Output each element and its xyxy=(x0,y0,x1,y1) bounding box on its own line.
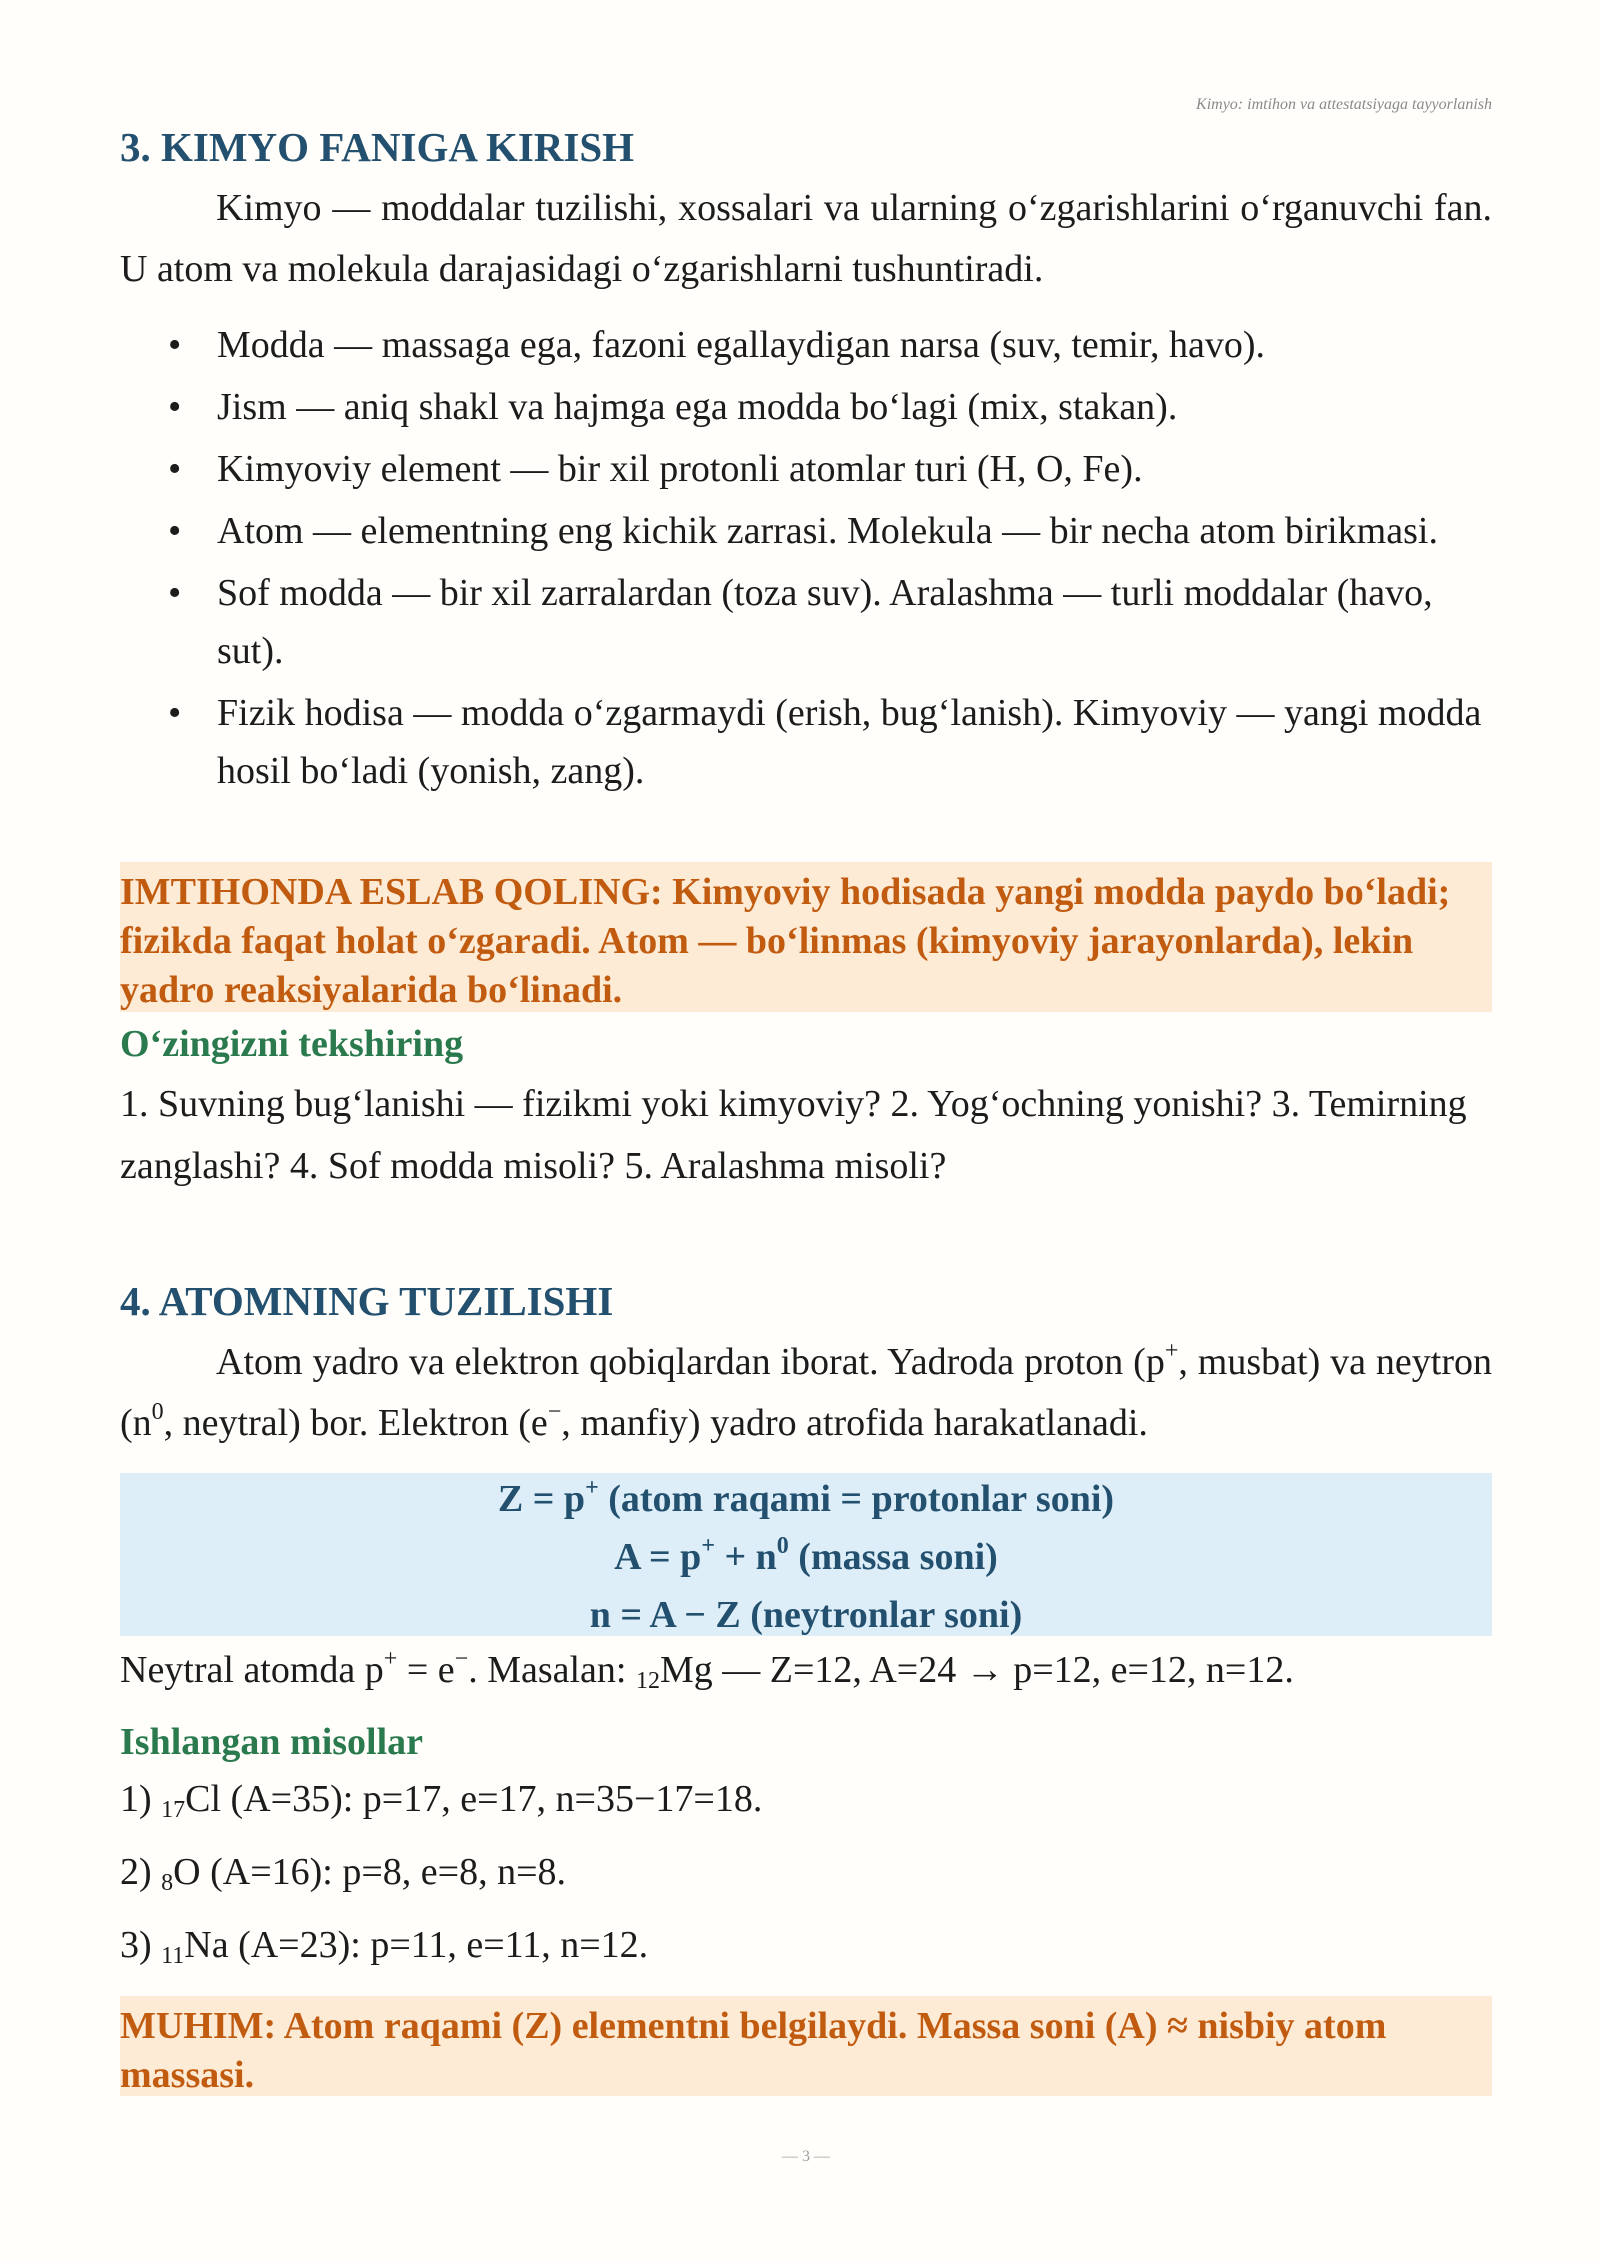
list-item: • Atom — elementning eng kichik zarrasi. Molekula — bir necha atom birikmasi. xyxy=(120,502,1492,560)
page-number: — 3 — xyxy=(782,2148,830,2165)
exam-note-box: IMTIHONDA ESLAB QOLING: Kimyoviy hodisada yangi modda paydo bo‘ladi; fizikda faqat holat o‘zgaradi. Atom — bo‘linmas (kimyoviy jarayonlarda), lekin yadro reaksiyalarida bo‘linadi. xyxy=(120,862,1492,1012)
example-3: 3) $_{11}$Na (A=23): p=11, e=11, n=12. xyxy=(120,1924,649,1969)
section-3-intro-text: Kimyo — moddalar tuzilishi, xossalari va ularning o‘zgarishlarini o‘rganuvchi fan. U atom va molekula darajasidagi o‘zgarishlarni tushuntiradi. xyxy=(120,187,1492,290)
section-4-intro: Atom yadro va elektron qobiqlardan iborat. Yadroda proton (p+, musbat) va neytron ($n^0$, neytral) bor. Elektron (e−, manfiy) yadro atrofida harakatlanadi. xyxy=(120,1338,1492,1444)
important-note-box: MUHIM: Atom raqami (Z) elementni belgilaydi. Massa soni (A) ≈ nisbiy atom massasi. xyxy=(120,1996,1492,2096)
example-2: 2) $_8$O (A=16): p=8, e=8, n=8. xyxy=(120,1851,566,1896)
neutral-atom-text: Neytral atomda p+ = e−. Masalan: $_{12}$Mg — Z=12, A=24 → p=12, e=12, n=12. xyxy=(120,1646,1294,1694)
worked-examples-title: Ishlangan misollar xyxy=(120,1721,424,1763)
formula-atomic-number: Z = p+ (atom raqami = protonlar soni) xyxy=(497,1475,1115,1520)
formula-mass-number: $A = p^+ + n^0$ (massa soni) xyxy=(614,1533,998,1578)
list-item: • Kimyoviy element — bir xil protonli atomlar turi (H, O, Fe). xyxy=(120,440,1492,498)
formula-box xyxy=(120,1473,1492,1636)
running-header: Kimyo: imtihon va attestatsiyaga tayyorlanish xyxy=(1196,96,1492,113)
self-check-title: O‘zingizni tekshiring xyxy=(120,1023,464,1065)
list-item: • Modda — massaga ega, fazoni egallaydigan narsa (suv, temir, havo). xyxy=(120,316,1492,374)
definitions-list xyxy=(120,316,1492,804)
section-3-title: 3. KIMYO FANIGA KIRISH xyxy=(120,124,635,170)
section-3-intro xyxy=(120,178,1492,300)
example-1: 1) $_{17}$Cl (A=35): p=17, e=17, n=35−17=18. xyxy=(120,1778,763,1823)
formula-neutrons: n = A − Z (neytronlar soni) xyxy=(589,1594,1023,1636)
list-item: • Jism — aniq shakl va hajmga ega modda bo‘lagi (mix, stakan). xyxy=(120,378,1492,436)
section-4-title: 4. ATOMNING TUZILISHI xyxy=(120,1278,614,1324)
self-check-questions: 1. Suvning bug‘lanishi — fizikmi yoki kimyoviy? 2. Yog‘ochning yonishi? 3. Temirning zanglashi? 4. Sof modda misoli? 5. Aralashma misoli? xyxy=(120,1083,1467,1187)
list-item: • Fizik hodisa — modda o‘zgarmaydi (erish, bug‘lanish). Kimyoviy — yangi modda hosil bo‘ladi (yonish, zang). xyxy=(120,684,1492,800)
list-item: • Sof modda — bir xil zarralardan (toza suv). Aralashma — turli moddalar (havo, sut). xyxy=(120,564,1492,680)
